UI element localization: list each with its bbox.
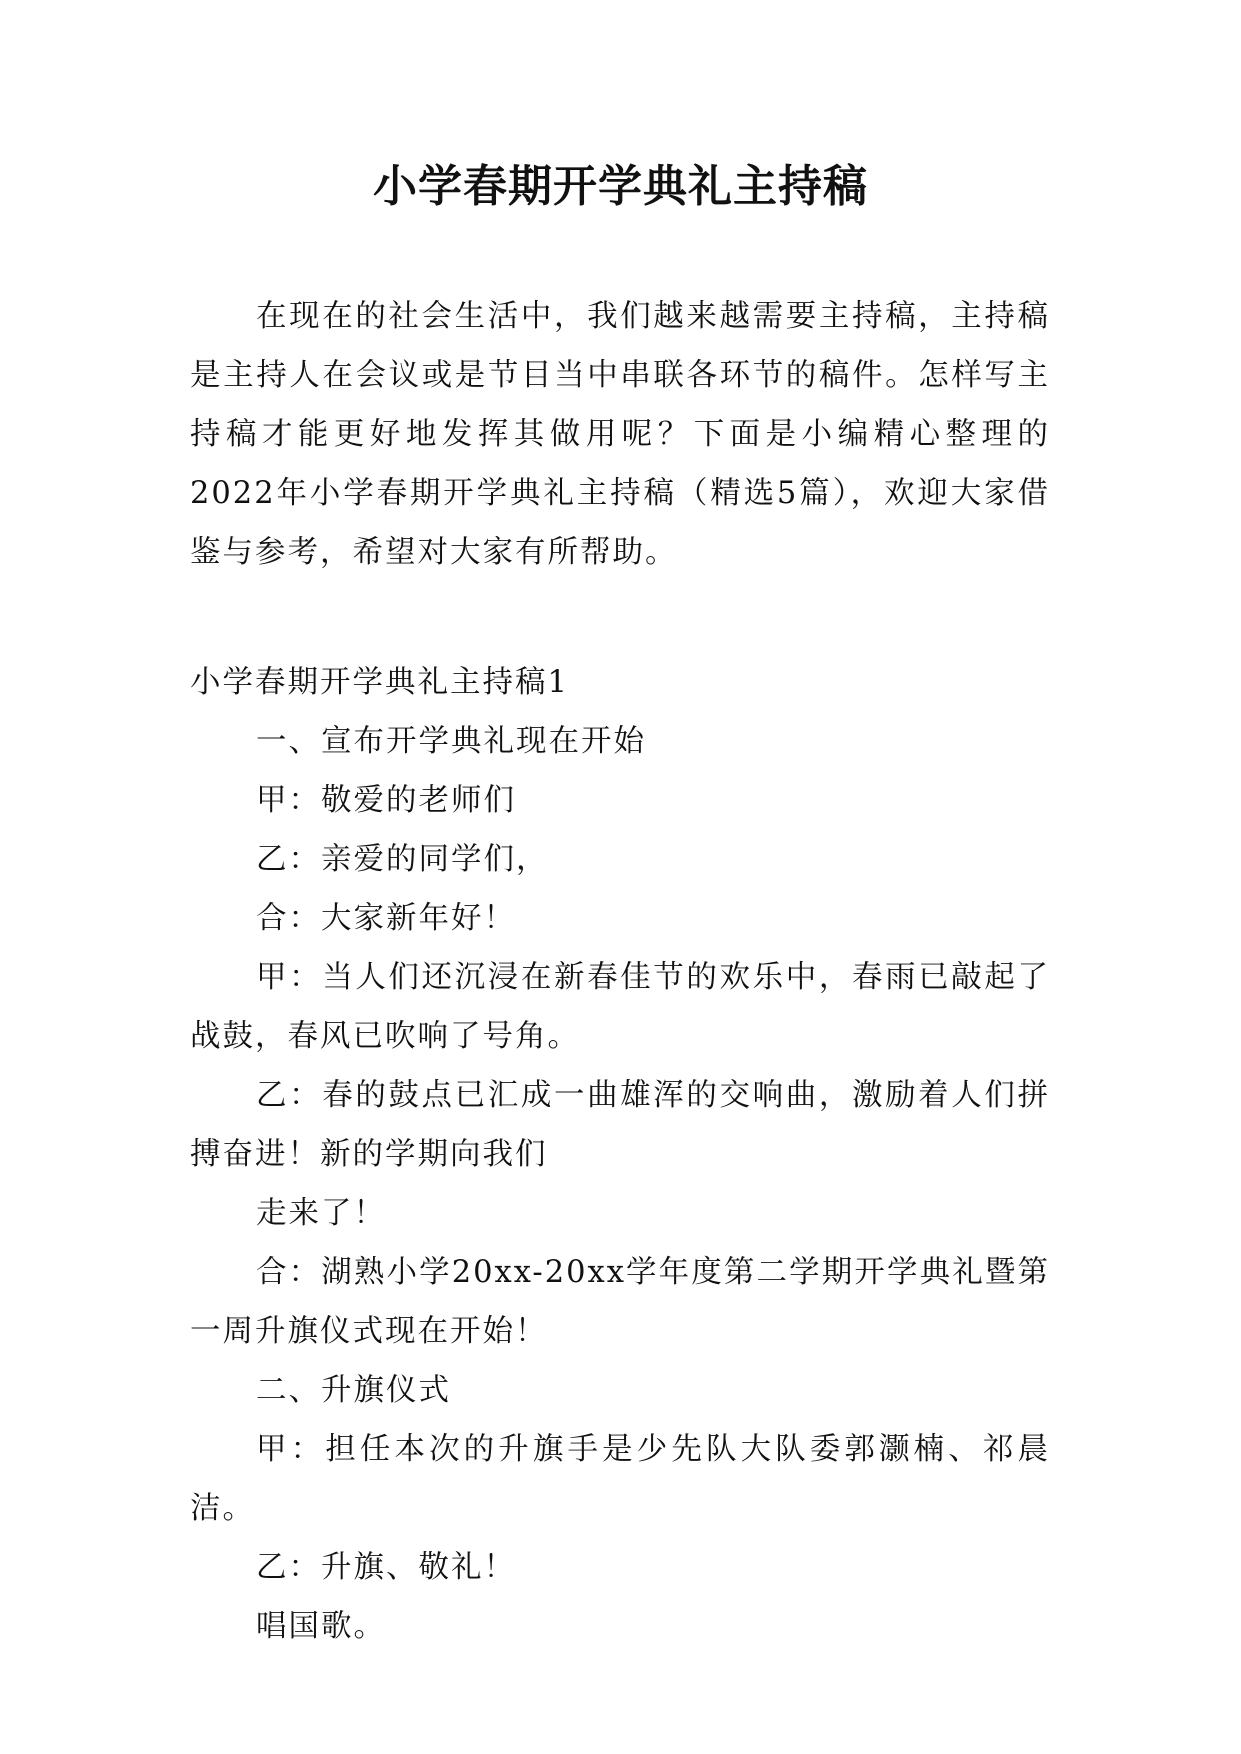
document-body bbox=[190, 287, 1050, 1656]
script-paragraph: 二、升旗仪式 bbox=[256, 1373, 451, 1408]
script-paragraph: 乙：亲爱的同学们， bbox=[256, 842, 549, 877]
intro-section bbox=[190, 287, 1050, 582]
script-paragraph: 甲：担任本次的升旗手是少先队大队委郭灏楠、祁晨洁。 bbox=[190, 1432, 1050, 1526]
script-paragraph: 甲：敬爱的老师们 bbox=[256, 783, 516, 818]
script-paragraph: 合：大家新年好！ bbox=[256, 901, 516, 936]
script-section bbox=[190, 712, 1050, 1656]
document-title: 小学春期开学典礼主持稿 bbox=[373, 161, 868, 212]
section-heading: 小学春期开学典礼主持稿1 bbox=[190, 665, 569, 700]
script-paragraph: 乙：升旗、敬礼！ bbox=[256, 1550, 516, 1585]
script-paragraph: 乙：春的鼓点已汇成一曲雄浑的交响曲，激励着人们拼搏奋进！新的学期向我们 bbox=[190, 1078, 1050, 1172]
script-paragraph: 合：湖熟小学20xx-20xx学年度第二学期开学典礼暨第一周升旗仪式现在开始！ bbox=[190, 1255, 1050, 1349]
script-paragraph: 走来了！ bbox=[256, 1196, 386, 1231]
script-paragraph: 唱国歌。 bbox=[256, 1609, 386, 1644]
intro-paragraph: 在现在的社会生活中，我们越来越需要主持稿，主持稿是主持人在会议或是节目当中串联各环节的稿件。怎样写主持稿才能更好地发挥其做用呢？下面是小编精心整理的2022年小学春期开学典礼主持稿（精选5篇），欢迎大家借鉴与参考，希望对大家有所帮助。 bbox=[190, 299, 1050, 570]
script-paragraph: 甲：当人们还沉浸在新春佳节的欢乐中，春雨已敲起了战鼓，春风已吹响了号角。 bbox=[190, 960, 1050, 1054]
script-paragraph: 一、宣布开学典礼现在开始 bbox=[256, 724, 646, 759]
